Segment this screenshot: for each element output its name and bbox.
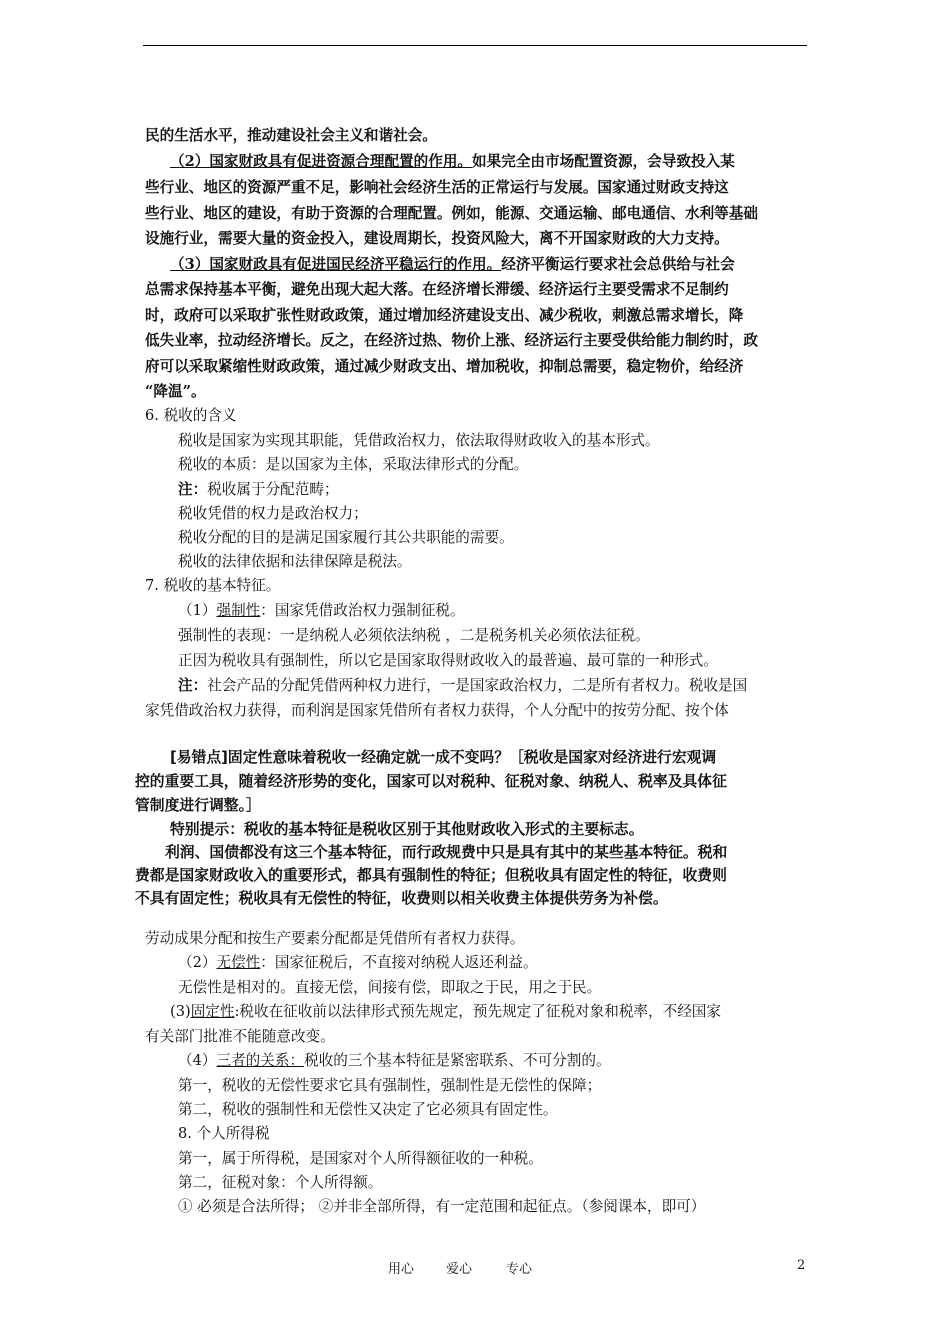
text-line: 些行业、地区的建设，有助于资源的合理配置。例如，能源、交通运输、邮电通信、水利等基础 [145,205,758,222]
text-span: 税收属于分配范畴； [207,481,339,498]
text-line: 总需求保持基本平衡，避免出现大起大落。在经济增长滞缓、经济运行主要受需求不足制约 [145,281,729,298]
text-span: （1） [178,602,217,619]
text-line [170,748,716,768]
text-line: 有关部门批准不能随意改变。 [145,1028,335,1045]
text-line: 第二，征税对象：个人所得额。 [178,1174,383,1191]
text-line: 强制性的表现：一是纳税人必须依法纳税 ，二是税务机关必须依法征税。 [178,627,650,644]
text-line: 税收分配的目的是满足国家履行其公共职能的需要。 [178,529,514,546]
text-line: 设施行业，需要大量的资金投入，建设周期长，投资风险大，离不开国家财政的大力支持。 [145,230,729,247]
term: 三者的关系： [216,1052,305,1069]
section-title: 8. 个人所得税 [178,1125,270,1142]
text-line [170,1002,721,1022]
text-span: (3) [170,1003,191,1020]
text-line: 第二，税收的强制性和无偿性又决定了它必须具有固定性。 [178,1101,558,1118]
text-line [178,1051,611,1071]
text-line: 无偿性是相对的。直接无偿，间接有偿，即取之于民，用之于民。 [178,979,602,996]
tip-label: 特别提示： [170,821,244,838]
text-line [170,152,735,172]
text-span: 如果完全由市场配置资源，会导致投入某 [472,153,735,170]
term: 无偿性 [216,954,261,971]
text-line: 税收的法律依据和法律保障是税法。 [178,553,412,570]
text-line: 利润、国债都没有这三个基本特征，而行政规费中只是具有其中的某些基本特征。税和 [165,844,728,861]
text-line: 税收的本质：是以国家为主体，采取法律形式的分配。 [178,456,529,473]
subheading: （3）国家财政具有促进国民经济平稳运行的作用。 [170,256,502,273]
text-line: 第一，属于所得税，是国家对个人所得额征收的一种税。 [178,1150,543,1167]
text-line [170,820,644,840]
text-line: 控的重要工具，随着经济形势的变化，国家可以对税种、征税对象、纳税人、税率及具体征 [135,773,727,790]
text-line: 第一，税收的无偿性要求它具有强制性，强制性是无偿性的保障； [178,1077,602,1094]
footer-motto: 用心 [388,1262,415,1277]
text-span: 经济平衡运行要求社会总供给与社会 [501,256,735,273]
text-span: 社会产品的分配凭借两种权力进行，一是国家政治权力，二是所有者权力。税收是国 [207,677,748,694]
text-line: 低失业率，拉动经济增长。反之，在经济过热、物价上涨、经济运行主要受供给能力制约时，政 [145,332,758,349]
text-line: 税收是国家为实现其职能，凭借政治权力，依法取得财政收入的基本形式。 [178,432,660,449]
text-span: （4） [178,1052,217,1069]
text-line [170,255,735,275]
text-span: 税收的基本特征是税收区别于其他财政收入形式的主要标志。 [244,821,644,838]
text-line: 费都是国家财政收入的重要形式，都具有强制性的特征；但税收具有固定性的特征，收费则 [135,867,727,884]
text-line [178,601,465,621]
text-line: 不具有固定性；税收具有无偿性的特征，收费则以相关收费主体提供劳务为补偿。 [135,890,668,907]
text-span: :税收在征收前以法律形式预先规定，预先规定了征税对象和税率，不经国家 [234,1003,721,1020]
text-span: ：国家凭借政治权力强制征税。 [260,602,465,619]
text-line: ① 必须是合法所得； ②并非全部所得，有一定范围和起征点。（参阅课本，即可） [178,1198,706,1215]
footer-motto: 专心 [506,1262,533,1277]
text-line: 正因为税收具有强制性，所以它是国家取得财政收入的最普遍、最可靠的一种形式。 [178,652,718,669]
text-line: “降温”。 [145,383,206,400]
section-title: 7. 税收的基本特征。 [145,577,281,594]
text-line: 民的生活水平，推动建设社会主义和谐社会。 [145,127,437,144]
text-line: 管制度进行调整。］ [135,797,261,814]
text-span: 固定性意味着税收一经确定就一成不变吗？［税收是国家对经济进行宏观调 [227,749,717,766]
text-line [178,953,538,973]
text-line: 些行业、地区的资源严重不足，影响社会经济生活的正常运行与发展。国家通过财政支持这 [145,179,729,196]
text-span: ：国家征税后，不直接对纳税人返还利益。 [260,954,538,971]
footer-motto: 爱心 [446,1262,473,1277]
term: 固定性 [190,1003,235,1020]
error-point-label: [易错点] [170,749,228,766]
text-line: 劳动成果分配和按生产要素分配都是凭借所有者权力获得。 [145,930,525,947]
term: 强制性 [216,602,261,619]
text-span: 税收的三个基本特征是紧密联系、不可分割的。 [304,1052,611,1069]
section-title: 6. 税收的含义 [145,407,237,424]
text-line: 府可以采取紧缩性财政政策，通过减少财政支出、增加税收，抑制总需要，稳定物价，给经济 [145,358,744,375]
subheading: （2）国家财政具有促进资源合理配置的作用。 [170,153,473,170]
text-line [178,480,339,500]
page-number: 2 [797,1258,806,1273]
text-line [178,676,747,696]
text-line: 税收凭借的权力是政治权力； [178,505,368,522]
note-label: 注： [178,677,208,694]
text-span: （2） [178,954,217,971]
note-label: 注： [178,481,208,498]
text-line: 家凭借政治权力获得，而利润是国家凭借所有者权力获得，个人分配中的按劳分配、按个体 [145,702,729,719]
header-rule [143,45,807,46]
text-line: 时，政府可以采取扩张性财政政策，通过增加经济建设支出、减少税收，刺激总需求增长，降 [145,307,744,324]
